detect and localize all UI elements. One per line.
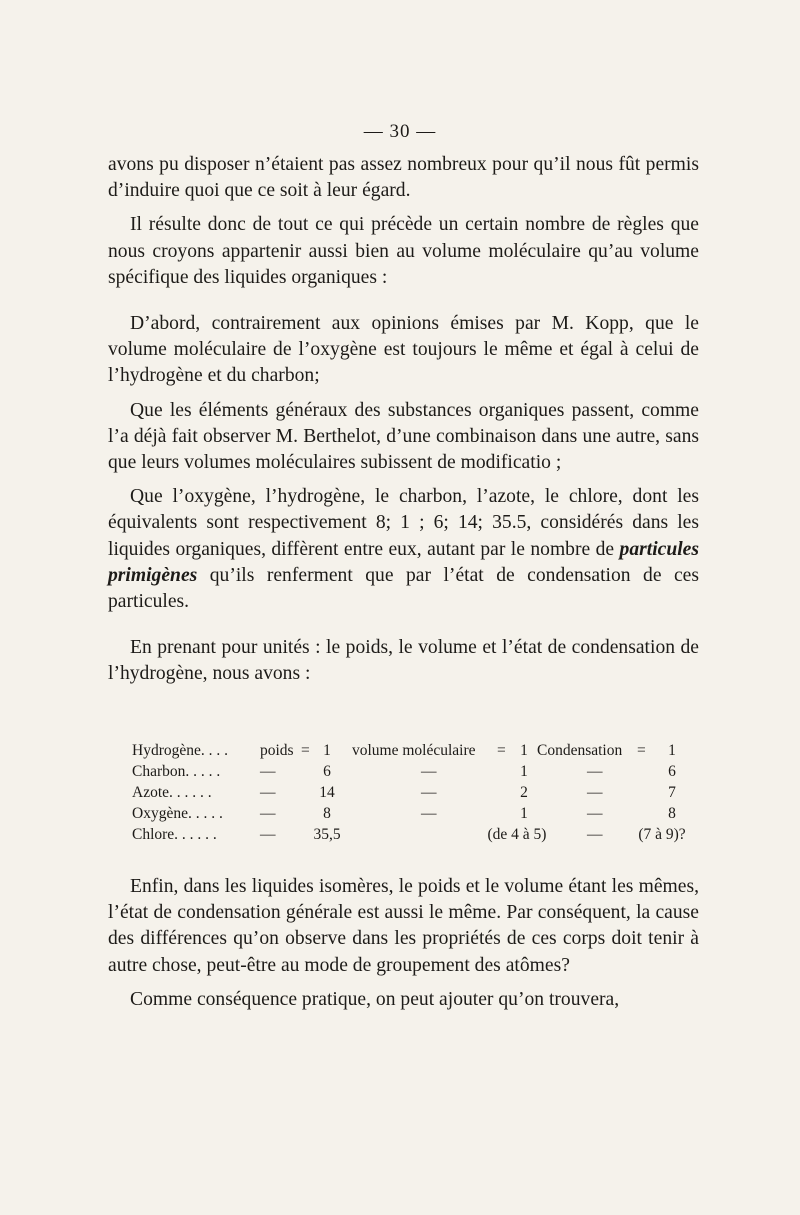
paragraph-5-text-before: Que l’oxygène, l’hydrogène, le charbon, l’azote, le chlore, dont les équivalents sont respectivement 8; 1 ; 6; 14; 35.5, considérés dans les liquides organiques, diffèrent entre eux, autant par le nombre de (108, 486, 699, 560)
element-name: Charbon. . . . . (132, 763, 221, 780)
weight-value: 35,5 (313, 826, 341, 843)
paragraph-4: Que les éléments généraux des substances organiques passent, comme l’a déjà fait observer M. Berthelot, d’une combinaison dans une autre, sans que leurs volumes moléculaires subissent de modificatio ; (108, 399, 699, 474)
equals-sign: = (637, 742, 646, 759)
weight-value: 6 (323, 763, 331, 780)
condensation-value: 8 (668, 805, 676, 822)
table-row (132, 740, 692, 761)
emphasis-particules-primigenes: particules primigènes (108, 538, 699, 586)
condensation-value: (7 à 9)? (638, 826, 686, 843)
element-name: Azote. . . . . . (132, 784, 212, 801)
body-text-bottom (108, 874, 699, 1013)
table-row (132, 824, 692, 845)
paragraph-7: Enfin, dans les liquides isomères, le poids et le volume étant les mêmes, l’état de condensation générale est aussi le même. Par conséquent, la cause des différences qu’on observe dans les propriétés de ces corps doit tenir à autre chose, peut-être au mode de groupement des atômes? (108, 876, 699, 976)
condensation-value: 6 (668, 763, 676, 780)
paragraph-8: Comme conséquence pratique, on peut ajouter qu’on trouvera, (130, 988, 620, 1010)
paragraph-3: D’abord, contrairement aux opinions émises par M. Kopp, que le volume moléculaire de l’oxygène est toujours le même et égal à celui de l’hydrogène et du charbon; (108, 313, 699, 387)
element-name: Oxygène. . . . . (132, 805, 223, 822)
condensation-value: 1 (668, 742, 676, 759)
body-text-top (108, 152, 699, 688)
paragraph-6: En prenant pour unités : le poids, le volume et l’état de condensation de l’hydrogène, nous avons : (108, 637, 699, 685)
ditto-dash: — (260, 826, 276, 843)
poids-label: poids (260, 742, 294, 759)
ditto-dash: — (587, 826, 603, 843)
ditto-dash: — (587, 805, 603, 822)
equals-sign: = (301, 742, 310, 759)
ditto-dash: — (260, 763, 276, 780)
equals-sign: = (497, 742, 506, 759)
element-table (132, 740, 692, 845)
weight-value: 1 (323, 742, 331, 759)
volume-value: (de 4 à 5) (487, 826, 547, 843)
table-row (132, 782, 692, 803)
weight-value: 14 (319, 784, 335, 801)
weight-value: 8 (323, 805, 331, 822)
volume-label: volume moléculaire (352, 742, 476, 759)
element-name: Hydrogène. . . . (132, 742, 228, 759)
condensation-value: 7 (668, 784, 676, 801)
paragraph-2: Il résulte donc de tout ce qui précède un certain nombre de règles que nous croyons appartenir aussi bien au volume moléculaire qu’au volume spécifique des liquides organiques : (108, 214, 699, 288)
paragraph-5-text-after: qu’ils renferment que par l’état de condensation de ces particules. (108, 564, 699, 613)
volume-value: 2 (520, 784, 528, 801)
ditto-dash: — (421, 784, 437, 801)
volume-value: 1 (520, 742, 528, 759)
table-row (132, 761, 692, 782)
condensation-label: Condensation (537, 742, 623, 759)
element-name: Chlore. . . . . . (132, 826, 217, 843)
table-row (132, 803, 692, 824)
paragraph-1: avons pu disposer n’étaient pas assez nombreux pour qu’il nous fût permis d’induire quoi que ce soit à leur égard. (108, 154, 699, 202)
ditto-dash: — (587, 784, 603, 801)
volume-value: 1 (520, 763, 528, 780)
volume-value: 1 (520, 805, 528, 822)
ditto-dash: — (421, 805, 437, 822)
ditto-dash: — (260, 805, 276, 822)
ditto-dash: — (421, 763, 437, 780)
page-number: — 30 — (363, 121, 437, 142)
paragraph-5 (108, 484, 699, 615)
ditto-dash: — (260, 784, 276, 801)
ditto-dash: — (587, 763, 603, 780)
